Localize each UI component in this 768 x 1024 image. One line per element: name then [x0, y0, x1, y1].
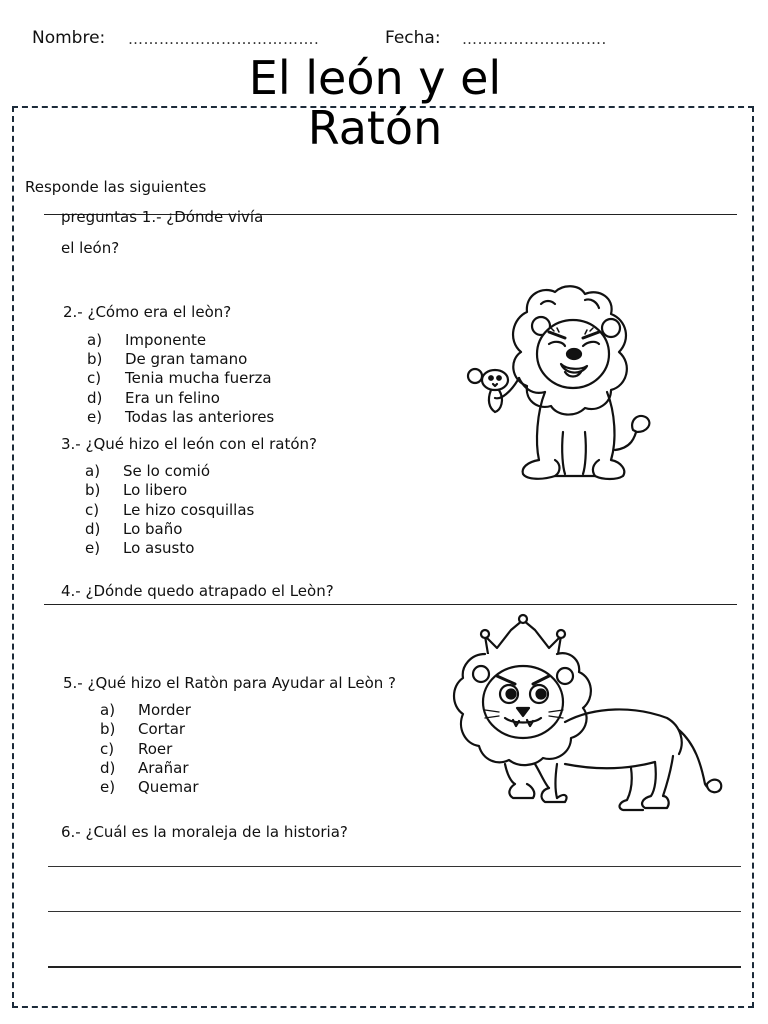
q5-option-d[interactable]: d) Arañar — [100, 758, 189, 777]
q6-answer-line-1[interactable] — [48, 866, 741, 867]
q3-option-d[interactable]: d) Lo baño — [85, 519, 183, 538]
q5-option-e[interactable]: e) Quemar — [100, 778, 199, 797]
q2-option-a[interactable]: a) Imponente — [87, 331, 207, 349]
question-4: 4.- ¿Dónde quedo atrapado el Leòn? — [61, 582, 334, 600]
q3-options — [85, 462, 254, 558]
q2-options — [87, 331, 274, 427]
name-label: Nombre: — [32, 28, 106, 48]
q2-option-c[interactable]: c) Tenia mucha fuerza — [87, 369, 272, 388]
q3-option-e[interactable]: e) Lo asusto — [85, 539, 195, 558]
instructions-line2: preguntas 1.- ¿Dónde vivía — [61, 208, 264, 226]
question-5: 5.- ¿Qué hizo el Ratòn para Ayudar al Leòn ? — [63, 674, 397, 692]
q2-option-b[interactable]: b) De gran tamano — [87, 350, 248, 369]
q6-answer-line-2[interactable] — [48, 911, 741, 912]
q3-option-c[interactable]: c) Le hizo cosquillas — [85, 500, 255, 519]
q5-option-b[interactable]: b) Cortar — [100, 720, 186, 739]
date-blank[interactable]: ………………………. — [462, 30, 607, 48]
page-title-line2: Ratón — [307, 101, 443, 155]
page-title-line1: El león y el — [248, 51, 502, 105]
q3-option-b[interactable]: b) Lo libero — [85, 481, 188, 500]
date-label: Fecha: — [385, 28, 441, 48]
q2-option-e[interactable]: e) Todas las anteriores — [87, 407, 275, 426]
crowned-lion-illustration — [445, 614, 725, 814]
q6-answer-line-3[interactable] — [48, 966, 741, 968]
name-blank[interactable]: ………………………………. — [128, 30, 320, 48]
q3-option-a[interactable]: a) Se lo comió — [85, 462, 211, 480]
lion-with-mouse-illustration — [465, 282, 655, 487]
instructions-line3: el león? — [61, 239, 120, 257]
question-2: 2.- ¿Cómo era el leòn? — [63, 303, 232, 321]
question-3: 3.- ¿Qué hizo el león con el ratón? — [61, 435, 318, 453]
q5-options — [100, 701, 199, 797]
instructions-line1: Responde las siguientes — [25, 178, 207, 196]
q2-option-d[interactable]: d) Era un felino — [87, 388, 220, 407]
q4-answer-line[interactable] — [44, 604, 737, 605]
q5-option-c[interactable]: c) Roer — [100, 739, 173, 758]
q5-option-a[interactable]: a) Morder — [100, 701, 191, 719]
question-6: 6.- ¿Cuál es la moraleja de la historia? — [61, 823, 348, 841]
